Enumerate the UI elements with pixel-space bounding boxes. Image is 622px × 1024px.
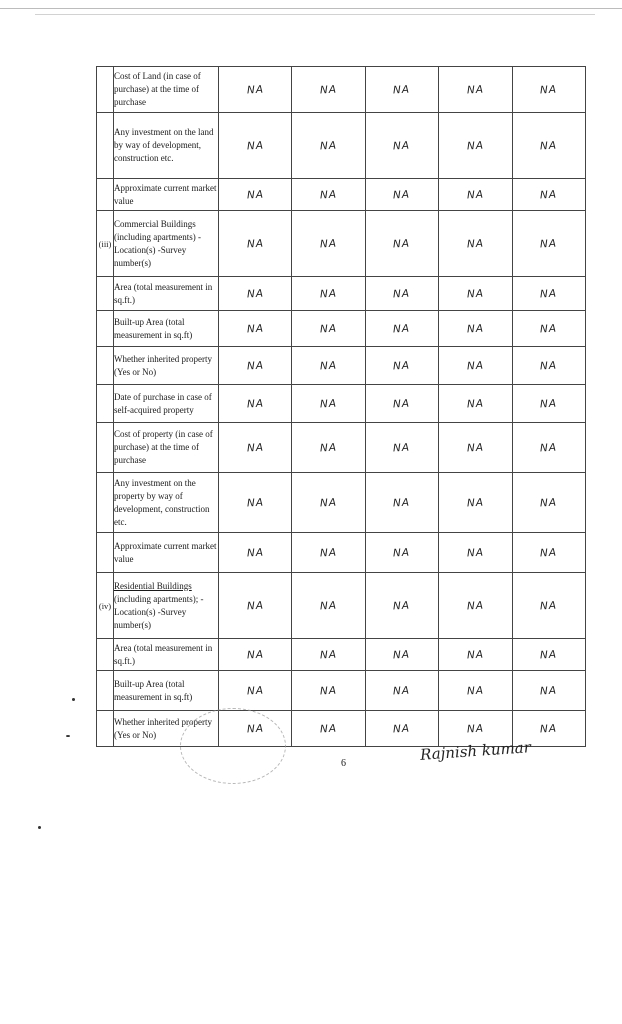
serial-cell [97, 277, 114, 311]
row-label: Area (total measurement in sq.ft.) [114, 639, 219, 671]
value-text: NA [466, 441, 485, 454]
value-cell [365, 67, 438, 113]
value-cell [512, 533, 585, 573]
scan-speck [72, 698, 75, 701]
stamp-mark [180, 708, 286, 784]
value-cell [512, 277, 585, 311]
value-text: NA [393, 322, 411, 335]
value-text: NA [393, 684, 411, 697]
value-cell [292, 347, 365, 385]
value-text: NA [319, 648, 338, 661]
value-text: NA [466, 496, 485, 509]
section-heading: Residential Buildings [114, 580, 192, 591]
value-cell [512, 671, 585, 711]
value-cell [512, 385, 585, 423]
table-row [97, 67, 586, 113]
value-cell [219, 573, 292, 639]
value-text: NA [539, 722, 558, 735]
value-text: NA [466, 139, 485, 152]
value-cell [512, 639, 585, 671]
value-text: NA [539, 546, 558, 559]
value-text: NA [466, 599, 485, 612]
value-cell [219, 473, 292, 533]
value-cell [439, 671, 512, 711]
value-cell [219, 211, 292, 277]
value-text: NA [393, 287, 411, 300]
value-cell [292, 211, 365, 277]
value-cell [292, 639, 365, 671]
value-cell [292, 277, 365, 311]
value-text: NA [539, 648, 558, 661]
scan-border-line [0, 8, 622, 9]
value-text: NA [246, 237, 265, 250]
value-cell [365, 423, 438, 473]
scan-speck [66, 735, 70, 737]
serial-cell [97, 311, 114, 347]
serial-cell: (iv) [97, 573, 114, 639]
value-text: NA [393, 139, 411, 152]
value-text: NA [246, 599, 265, 612]
value-cell [439, 311, 512, 347]
value-text: NA [393, 397, 411, 410]
value-text: NA [393, 722, 411, 735]
serial-cell [97, 533, 114, 573]
value-cell [365, 211, 438, 277]
row-label: Commercial Buildings (including apartments) -Location(s) -Survey number(s) [114, 211, 219, 277]
value-text: NA [539, 496, 558, 509]
value-text: NA [246, 684, 265, 697]
value-text: NA [539, 139, 558, 152]
serial-cell [97, 473, 114, 533]
value-cell [439, 473, 512, 533]
table-row [97, 179, 586, 211]
value-cell [365, 711, 438, 747]
value-text: NA [466, 359, 485, 372]
value-text: NA [539, 359, 558, 372]
value-text: NA [466, 188, 485, 201]
row-label: Built-up Area (total measurement in sq.ft) [114, 671, 219, 711]
row-label: Area (total measurement in sq.ft.) [114, 277, 219, 311]
value-text: NA [246, 139, 265, 152]
value-text: NA [246, 546, 265, 559]
value-cell [292, 179, 365, 211]
value-cell [512, 311, 585, 347]
value-text: NA [319, 359, 338, 372]
value-text: NA [319, 188, 338, 201]
value-cell [439, 179, 512, 211]
value-text: NA [539, 83, 558, 96]
table-row [97, 385, 586, 423]
value-text: NA [539, 237, 558, 250]
value-text: NA [246, 287, 265, 300]
table-row [97, 473, 586, 533]
value-cell [439, 277, 512, 311]
value-cell [365, 113, 438, 179]
value-text: NA [393, 496, 411, 509]
value-text: NA [466, 237, 485, 250]
value-text: NA [393, 441, 411, 454]
row-label: Cost of property (in case of purchase) at the time of purchase [114, 423, 219, 473]
value-cell [292, 67, 365, 113]
value-text: NA [466, 397, 485, 410]
value-text: NA [319, 496, 338, 509]
value-cell [512, 573, 585, 639]
value-cell [219, 671, 292, 711]
serial-cell [97, 113, 114, 179]
signature: Rajnish kumar [419, 738, 532, 764]
value-text: NA [319, 684, 338, 697]
value-text: NA [246, 722, 265, 735]
value-cell [219, 533, 292, 573]
value-text: NA [319, 139, 338, 152]
value-cell [365, 473, 438, 533]
value-text: NA [539, 188, 558, 201]
value-cell [292, 533, 365, 573]
value-text: NA [246, 359, 265, 372]
scan-speck [38, 826, 41, 829]
row-label: Any investment on the property by way of development, construction etc. [114, 473, 219, 533]
value-text: NA [466, 684, 485, 697]
value-cell [365, 639, 438, 671]
value-cell [512, 347, 585, 385]
serial-cell: (iii) [97, 211, 114, 277]
serial-cell [97, 385, 114, 423]
value-text: NA [393, 546, 411, 559]
value-cell [219, 179, 292, 211]
table-row [97, 533, 586, 573]
value-cell [219, 67, 292, 113]
value-cell [439, 639, 512, 671]
value-text: NA [539, 599, 558, 612]
value-text: NA [246, 188, 265, 201]
value-cell [219, 113, 292, 179]
value-text: NA [246, 441, 265, 454]
value-text: NA [319, 83, 338, 96]
value-cell [512, 473, 585, 533]
value-text: NA [319, 237, 338, 250]
serial-cell [97, 67, 114, 113]
value-cell [292, 671, 365, 711]
value-cell [512, 113, 585, 179]
value-cell [219, 277, 292, 311]
value-text: NA [393, 188, 411, 201]
serial-cell [97, 179, 114, 211]
value-cell [292, 573, 365, 639]
value-cell [219, 639, 292, 671]
scan-border-line [35, 14, 595, 15]
value-cell [439, 385, 512, 423]
value-cell [292, 385, 365, 423]
value-text: NA [319, 287, 338, 300]
row-label: Any investment on the land by way of development, construction etc. [114, 113, 219, 179]
value-cell [365, 179, 438, 211]
value-cell [439, 113, 512, 179]
value-text: NA [246, 496, 265, 509]
value-text: NA [246, 322, 265, 335]
value-cell [292, 423, 365, 473]
value-text: NA [539, 287, 558, 300]
serial-cell [97, 423, 114, 473]
value-cell [512, 179, 585, 211]
row-label: Approximate current market value [114, 533, 219, 573]
table-row [97, 113, 586, 179]
table-row [97, 639, 586, 671]
value-text: NA [466, 546, 485, 559]
value-cell [439, 423, 512, 473]
value-cell [219, 311, 292, 347]
value-text: NA [466, 287, 485, 300]
value-cell [365, 277, 438, 311]
value-text: NA [246, 83, 265, 96]
row-label: Date of purchase in case of self-acquired property [114, 385, 219, 423]
table-row [97, 211, 586, 277]
serial-cell [97, 671, 114, 711]
value-cell [365, 385, 438, 423]
value-text: NA [319, 722, 338, 735]
value-text: NA [393, 83, 411, 96]
value-text: NA [393, 599, 411, 612]
row-label: Whether inherited property (Yes or No) [114, 711, 219, 747]
value-text: NA [539, 441, 558, 454]
value-cell [365, 573, 438, 639]
row-label: Cost of Land (in case of purchase) at the time of purchase [114, 67, 219, 113]
value-cell [365, 533, 438, 573]
value-cell [512, 67, 585, 113]
value-cell [439, 347, 512, 385]
row-label-text: (including apartments); -Location(s) -Survey number(s) [114, 593, 204, 630]
value-cell [292, 473, 365, 533]
value-text: NA [539, 397, 558, 410]
value-text: NA [539, 684, 558, 697]
row-label: Approximate current market value [114, 179, 219, 211]
value-text: NA [319, 397, 338, 410]
table-row [97, 347, 586, 385]
row-label: Whether inherited property (Yes or No) [114, 347, 219, 385]
value-text: NA [319, 599, 338, 612]
value-text: NA [319, 441, 338, 454]
table-row [97, 311, 586, 347]
value-cell [292, 711, 365, 747]
value-text: NA [393, 359, 411, 372]
value-cell [365, 671, 438, 711]
value-cell [512, 211, 585, 277]
value-cell [365, 347, 438, 385]
serial-cell [97, 711, 114, 747]
value-cell [439, 533, 512, 573]
value-text: NA [466, 322, 485, 335]
value-text: NA [393, 648, 411, 661]
row-label [114, 573, 219, 639]
value-cell [439, 573, 512, 639]
table-row [97, 423, 586, 473]
row-label: Built-up Area (total measurement in sq.ft) [114, 311, 219, 347]
value-cell [365, 311, 438, 347]
assets-table-body [97, 67, 586, 747]
value-text: NA [319, 546, 338, 559]
table-row [97, 573, 586, 639]
value-text: NA [246, 648, 265, 661]
value-cell [439, 211, 512, 277]
value-text: NA [466, 722, 485, 735]
value-text: NA [466, 648, 485, 661]
value-cell [512, 423, 585, 473]
value-cell [292, 311, 365, 347]
value-cell [292, 113, 365, 179]
value-cell [439, 67, 512, 113]
value-cell [219, 385, 292, 423]
value-cell [219, 423, 292, 473]
value-text: NA [246, 397, 265, 410]
table-row [97, 671, 586, 711]
value-text: NA [393, 237, 411, 250]
serial-cell [97, 347, 114, 385]
value-cell [219, 347, 292, 385]
value-text: NA [539, 322, 558, 335]
serial-cell [97, 639, 114, 671]
page-number: 6 [341, 758, 346, 769]
value-text: NA [319, 322, 338, 335]
assets-table [96, 66, 586, 747]
value-text: NA [466, 83, 485, 96]
table-row [97, 277, 586, 311]
